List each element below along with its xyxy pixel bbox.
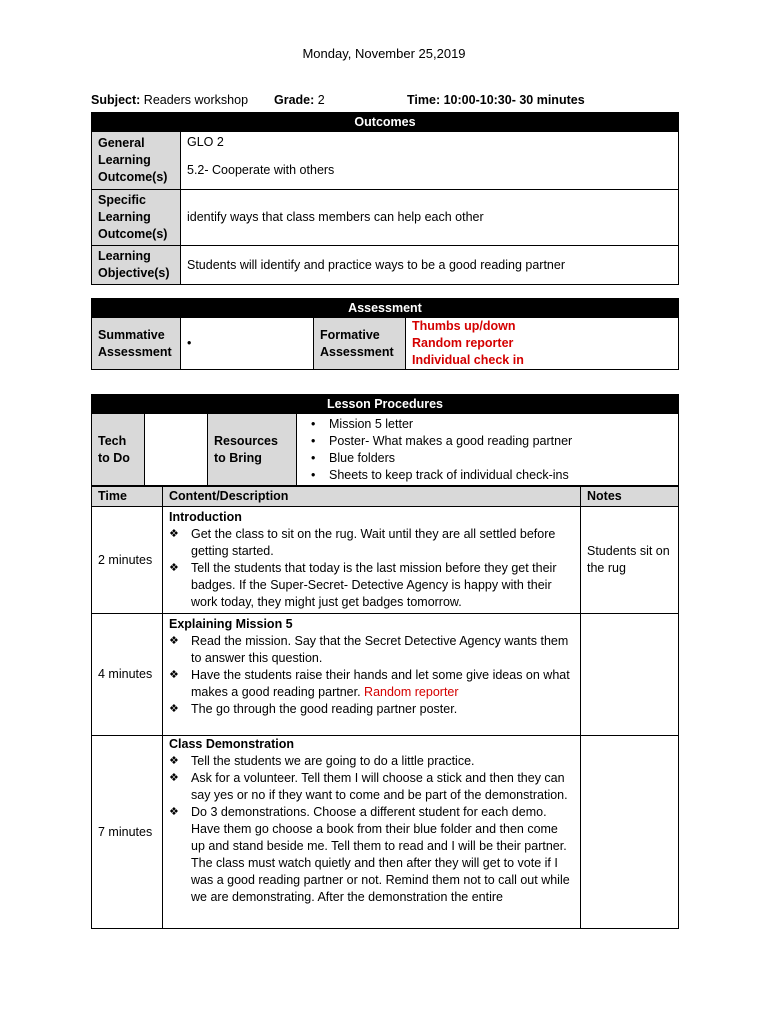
general-outcome-label: General Learning Outcome(s)	[92, 132, 181, 190]
formative-label: Formative Assessment	[314, 318, 406, 370]
random-reporter-tag: Random reporter	[364, 685, 459, 699]
grade-label: Grade:	[274, 93, 315, 107]
subject-label: Subject:	[91, 93, 141, 107]
subject-value: Readers workshop	[143, 93, 249, 107]
row-item	[169, 667, 574, 701]
learning-objective-value: Students will identify and practice ways to be a good reading partner	[181, 246, 679, 285]
formative-item: Random reporter	[412, 336, 514, 350]
row-item: ❖ Do 3 demonstrations. Choose a different student for each demo. Have them go choose a book from their blue folder and then come up and stand beside me. Tell them to read and I will be their partner. The class must watch quietly and then after they will get to vote if I was a good reading partner or not. Remind them not to call out while we are demonstrating. After the demonstration the entire	[169, 804, 574, 906]
procedures-top-table	[91, 394, 679, 486]
row-notes	[581, 736, 679, 929]
formative-item: Thumbs up/down	[412, 319, 516, 333]
col-time: Time	[92, 487, 163, 507]
col-notes: Notes	[581, 487, 679, 507]
table-row	[92, 614, 679, 736]
table-row	[92, 736, 679, 929]
resource-item: • Sheets to keep track of individual check-ins	[305, 467, 672, 484]
resource-item: • Mission 5 letter	[305, 416, 672, 433]
specific-outcome-value: identify ways that class members can help each other	[181, 190, 679, 246]
time-label: Time:	[407, 93, 441, 107]
grade-value: 2	[317, 93, 325, 107]
time-value: 10:00-10:30- 30 minutes	[443, 93, 585, 107]
specific-outcome-label: Specific Learning Outcome(s)	[92, 190, 181, 246]
row-heading: Introduction	[169, 510, 242, 524]
tech-value	[145, 414, 208, 486]
row-item-text: Have the students raise their hands and let some give ideas on what makes a good reading partner.	[191, 668, 570, 699]
resource-item: • Blue folders	[305, 450, 672, 467]
procedures-table	[91, 486, 679, 929]
formative-item: Individual check in	[412, 353, 524, 367]
row-time: 7 minutes	[92, 736, 163, 929]
assessment-title: Assessment	[92, 299, 679, 318]
tech-label: Tech to Do	[92, 414, 145, 486]
table-row	[92, 507, 679, 614]
summative-bullet: •	[181, 318, 314, 370]
row-item: ❖ Tell the students that today is the last mission before they get their badges. If the Super-Secret- Detective Agency is happy with their work today, they might just get badges tomorrow.	[169, 560, 574, 611]
outcomes-title: Outcomes	[92, 113, 679, 132]
outcomes-table	[91, 112, 679, 285]
learning-objective-label: Learning Objective(s)	[92, 246, 181, 285]
summative-label: Summative Assessment	[92, 318, 181, 370]
resources-label: Resources to Bring	[208, 414, 297, 486]
row-heading: Class Demonstration	[169, 737, 295, 751]
row-time: 4 minutes	[92, 614, 163, 736]
row-item: ❖ Get the class to sit on the rug. Wait until they are all settled before getting started.	[169, 526, 574, 560]
row-item: ❖ Read the mission. Say that the Secret Detective Agency wants them to answer this question.	[169, 633, 574, 667]
col-content: Content/Description	[163, 487, 581, 507]
row-time: 2 minutes	[92, 507, 163, 614]
row-notes: Students sit on the rug	[581, 507, 679, 614]
row-notes	[581, 614, 679, 736]
resources-list	[305, 416, 672, 484]
lesson-date: Monday, November 25,2019	[302, 46, 466, 61]
general-outcome-line2: 5.2- Cooperate with others	[187, 163, 335, 177]
row-item: ❖ Ask for a volunteer. Tell them I will choose a stick and then they can say yes or no if they want to come and be part of the demonstration.	[169, 770, 574, 804]
general-outcome-line1: GLO 2	[187, 135, 224, 149]
row-item: ❖ The go through the good reading partner poster.	[169, 701, 574, 718]
row-heading: Explaining Mission 5	[169, 617, 293, 631]
row-item: ❖ Tell the students we are going to do a little practice.	[169, 753, 574, 770]
procedures-title: Lesson Procedures	[92, 395, 679, 414]
resource-item: • Poster- What makes a good reading partner	[305, 433, 672, 450]
assessment-table	[91, 298, 679, 370]
